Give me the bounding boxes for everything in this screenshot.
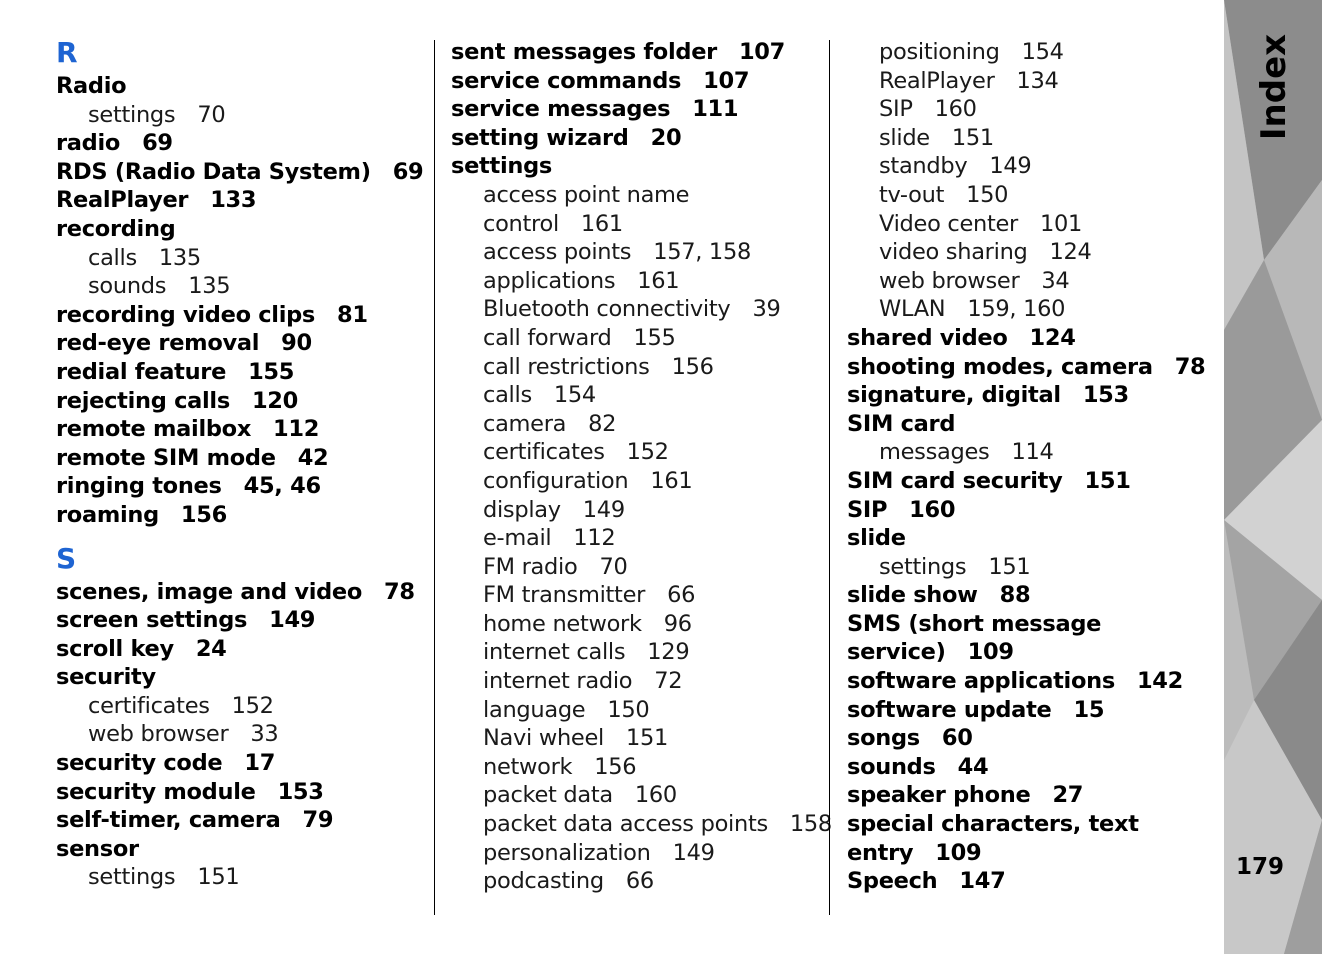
index-subentry bbox=[451, 524, 823, 553]
entry-page-ref: 160 bbox=[634, 782, 677, 809]
entry-page-ref: 42 bbox=[297, 444, 329, 471]
entry-page-ref: 159, 160 bbox=[967, 296, 1066, 323]
entry-term: SIP bbox=[879, 96, 913, 123]
entry-term: language bbox=[483, 696, 586, 723]
entry-term: RDS (Radio Data System) bbox=[56, 158, 371, 185]
index-subentry bbox=[451, 238, 823, 267]
index-subentry bbox=[847, 438, 1219, 467]
index-entry bbox=[847, 467, 1219, 496]
entry-term: SIP bbox=[847, 496, 888, 523]
index-entry bbox=[56, 663, 426, 692]
entry-term: entry bbox=[847, 839, 914, 866]
column-divider bbox=[434, 40, 435, 915]
entry-page-ref: 151 bbox=[951, 124, 994, 151]
entry-page-ref: 78 bbox=[1174, 353, 1206, 380]
index-entry bbox=[56, 215, 426, 244]
entry-term: settings bbox=[88, 864, 176, 891]
entry-term: ringing tones bbox=[56, 473, 222, 500]
entry-term: call restrictions bbox=[483, 353, 650, 380]
entry-term: FM transmitter bbox=[483, 582, 646, 609]
index-entry bbox=[451, 67, 823, 96]
entry-term: standby bbox=[879, 153, 968, 180]
entry-term: SIM card security bbox=[847, 467, 1063, 494]
index-entry bbox=[56, 806, 426, 835]
index-entry bbox=[847, 324, 1219, 353]
entry-term: display bbox=[483, 496, 561, 523]
entry-term: certificates bbox=[483, 439, 605, 466]
entry-term: sounds bbox=[88, 273, 167, 300]
index-entry bbox=[847, 724, 1219, 753]
entry-page-ref: 112 bbox=[273, 416, 320, 443]
entry-page-ref: 44 bbox=[957, 753, 989, 780]
entry-term: sounds bbox=[847, 753, 936, 780]
sidebar-decoration bbox=[1224, 0, 1322, 954]
entry-term: speaker phone bbox=[847, 782, 1031, 809]
entry-term: access points bbox=[483, 239, 632, 266]
index-subentry bbox=[56, 272, 426, 301]
entry-term: tv-out bbox=[879, 181, 945, 208]
entry-page-ref: 149 bbox=[269, 607, 316, 634]
entry-page-ref: 66 bbox=[667, 582, 696, 609]
index-subentry bbox=[451, 553, 823, 582]
entry-term: packet data bbox=[483, 782, 613, 809]
faceted-background bbox=[1224, 0, 1322, 954]
index-entry bbox=[56, 186, 426, 215]
entry-term: podcasting bbox=[483, 868, 604, 895]
index-subentry bbox=[451, 810, 832, 839]
index-subentry bbox=[847, 67, 1219, 96]
entry-term: remote mailbox bbox=[56, 416, 252, 443]
index-subentry bbox=[451, 667, 823, 696]
entry-page-ref: 154 bbox=[553, 382, 596, 409]
entry-page-ref: 82 bbox=[588, 410, 617, 437]
entry-term: Radio bbox=[56, 73, 127, 99]
entry-page-ref: 152 bbox=[231, 692, 274, 719]
entry-term: screen settings bbox=[56, 607, 248, 634]
index-entry bbox=[451, 95, 823, 124]
index-subentry bbox=[847, 95, 1219, 124]
entry-term: web browser bbox=[88, 721, 229, 748]
entry-page-ref: 150 bbox=[607, 696, 650, 723]
index-entry bbox=[56, 129, 426, 158]
entry-page-ref: 90 bbox=[281, 330, 312, 357]
index-subentry bbox=[451, 267, 823, 296]
index-entry bbox=[56, 635, 426, 664]
entry-term: sent messages folder bbox=[451, 39, 717, 65]
entry-term: applications bbox=[483, 267, 616, 294]
entry-page-ref: 151 bbox=[988, 553, 1031, 580]
entry-term: call forward bbox=[483, 324, 612, 351]
entry-page-ref: 81 bbox=[337, 301, 368, 328]
entry-term: control bbox=[483, 210, 559, 237]
entry-page-ref: 155 bbox=[248, 358, 295, 385]
entry-page-ref: 96 bbox=[663, 610, 692, 637]
entry-page-ref: 156 bbox=[180, 501, 227, 528]
entry-page-ref: 34 bbox=[1041, 267, 1070, 294]
index-subentry bbox=[451, 867, 823, 896]
entry-term: security code bbox=[56, 750, 223, 777]
entry-page-ref: 33 bbox=[250, 721, 279, 748]
index-entry bbox=[56, 778, 426, 807]
letter-heading: R bbox=[56, 36, 78, 69]
entry-page-ref: 142 bbox=[1136, 668, 1184, 695]
index-entry bbox=[847, 381, 1219, 410]
index-subentry bbox=[847, 553, 1219, 582]
entry-term: slide show bbox=[847, 582, 978, 609]
index-entry bbox=[451, 38, 823, 67]
entry-page-ref: 111 bbox=[692, 96, 739, 123]
index-entry bbox=[56, 329, 426, 358]
entry-page-ref: 150 bbox=[966, 181, 1009, 208]
entry-term: scroll key bbox=[56, 635, 174, 662]
index-entry bbox=[847, 667, 1219, 696]
entry-page-ref: 79 bbox=[302, 807, 334, 834]
index-entry bbox=[847, 638, 1219, 667]
entry-page-ref: 153 bbox=[1082, 382, 1129, 409]
entry-term: calls bbox=[88, 244, 137, 271]
entry-term: sensor bbox=[56, 835, 139, 862]
index-subentry bbox=[56, 692, 426, 721]
index-column-1 bbox=[56, 38, 426, 892]
index-entry bbox=[56, 501, 426, 530]
entry-page-ref: 158 bbox=[789, 811, 832, 838]
entry-page-ref: 161 bbox=[650, 467, 693, 494]
entry-term: special characters, text bbox=[847, 811, 1139, 838]
entry-page-ref: 135 bbox=[188, 273, 231, 300]
index-column-2 bbox=[451, 38, 832, 896]
entry-term: recording bbox=[56, 215, 176, 242]
index-entry bbox=[56, 415, 426, 444]
entry-page-ref: 112 bbox=[573, 525, 616, 552]
entry-page-ref: 147 bbox=[959, 868, 1006, 895]
index-subentry bbox=[451, 781, 823, 810]
entry-page-ref: 78 bbox=[384, 578, 415, 605]
entry-term: Speech bbox=[847, 868, 938, 895]
index-subentry bbox=[451, 839, 823, 868]
entry-term: network bbox=[483, 753, 573, 780]
entry-page-ref: 151 bbox=[197, 864, 240, 891]
entry-page-ref: 109 bbox=[935, 839, 982, 866]
entry-page-ref: 70 bbox=[599, 553, 628, 580]
index-subentry bbox=[451, 381, 823, 410]
entry-term: internet calls bbox=[483, 639, 626, 666]
entry-page-ref: 120 bbox=[251, 387, 299, 414]
entry-page-ref: 151 bbox=[1084, 467, 1131, 494]
entry-term: access point name bbox=[483, 181, 690, 208]
entry-page-ref: 20 bbox=[650, 124, 682, 151]
entry-term: songs bbox=[847, 725, 920, 752]
entry-page-ref: 69 bbox=[142, 130, 173, 157]
entry-page-ref: 161 bbox=[637, 267, 680, 294]
entry-page-ref: 155 bbox=[633, 324, 676, 351]
page-number: 179 bbox=[1236, 854, 1285, 880]
index-entry bbox=[56, 835, 426, 864]
index-subentry bbox=[56, 720, 426, 749]
entry-page-ref: 45, 46 bbox=[243, 473, 321, 500]
entry-term: internet radio bbox=[483, 668, 633, 695]
entry-term: RealPlayer bbox=[56, 187, 189, 214]
entry-page-ref: 161 bbox=[580, 210, 623, 237]
index-subentry bbox=[451, 496, 823, 525]
index-subentry bbox=[451, 610, 823, 639]
entry-term: red-eye removal bbox=[56, 330, 260, 357]
index-subentry bbox=[847, 238, 1219, 267]
entry-page-ref: 133 bbox=[210, 187, 257, 214]
index-subentry bbox=[847, 181, 1219, 210]
entry-page-ref: 153 bbox=[277, 778, 324, 805]
index-subentry bbox=[451, 753, 823, 782]
entry-term: security bbox=[56, 664, 156, 691]
entry-term: WLAN bbox=[879, 296, 946, 323]
entry-page-ref: 66 bbox=[625, 868, 654, 895]
index-subentry bbox=[451, 295, 823, 324]
index-entry bbox=[847, 353, 1219, 382]
entry-page-ref: 156 bbox=[671, 353, 714, 380]
entry-term: settings bbox=[879, 553, 967, 580]
index-subentry bbox=[847, 124, 1219, 153]
entry-term: recording video clips bbox=[56, 301, 316, 328]
index-entry bbox=[56, 72, 426, 101]
entry-page-ref: 149 bbox=[672, 839, 715, 866]
index-entry bbox=[451, 124, 823, 153]
entry-term: service) bbox=[847, 639, 946, 666]
entry-page-ref: 160 bbox=[909, 496, 956, 523]
index-subentry bbox=[451, 467, 823, 496]
entry-term: RealPlayer bbox=[879, 67, 995, 94]
entry-page-ref: 157, 158 bbox=[653, 239, 751, 266]
index-entry bbox=[847, 810, 1219, 839]
entry-term: Video center bbox=[879, 210, 1018, 237]
index-subentry bbox=[451, 581, 823, 610]
entry-page-ref: 149 bbox=[582, 496, 625, 523]
entry-page-ref: 135 bbox=[158, 244, 201, 271]
entry-page-ref: 72 bbox=[654, 668, 683, 695]
entry-page-ref: 107 bbox=[703, 67, 750, 94]
index-entry bbox=[847, 867, 1219, 896]
entry-term: slide bbox=[879, 124, 930, 151]
index-entry bbox=[847, 781, 1219, 810]
index-entry bbox=[56, 158, 426, 187]
index-entry bbox=[847, 524, 1219, 553]
entry-term: Bluetooth connectivity bbox=[483, 296, 731, 323]
index-entry bbox=[847, 581, 1219, 610]
index-subentry bbox=[451, 210, 823, 239]
entry-term: software applications bbox=[847, 668, 1115, 695]
entry-page-ref: 88 bbox=[999, 582, 1031, 609]
entry-term: settings bbox=[88, 101, 176, 128]
entry-term: remote SIM mode bbox=[56, 444, 276, 471]
entry-term: home network bbox=[483, 610, 642, 637]
entry-page-ref: 69 bbox=[392, 158, 424, 185]
index-entry bbox=[56, 444, 426, 473]
entry-page-ref: 129 bbox=[647, 639, 690, 666]
index-column-3 bbox=[847, 38, 1219, 896]
entry-page-ref: 107 bbox=[738, 39, 786, 65]
entry-term: radio bbox=[56, 130, 121, 157]
entry-term: packet data access points bbox=[483, 811, 768, 838]
entry-term: personalization bbox=[483, 839, 651, 866]
index-subentry bbox=[56, 863, 426, 892]
entry-term: shared video bbox=[847, 324, 1008, 351]
index-entry bbox=[847, 410, 1219, 439]
index-entry bbox=[451, 152, 823, 181]
index-entry bbox=[847, 696, 1219, 725]
entry-term: slide bbox=[847, 525, 906, 552]
entry-term: setting wizard bbox=[451, 124, 629, 151]
letter-heading: S bbox=[56, 541, 77, 575]
index-entry bbox=[56, 606, 426, 635]
entry-term: service commands bbox=[451, 67, 682, 94]
index-entry bbox=[56, 358, 426, 387]
entry-term: video sharing bbox=[879, 239, 1028, 266]
entry-page-ref: 134 bbox=[1016, 67, 1059, 94]
index-subentry bbox=[451, 696, 823, 725]
entry-term: web browser bbox=[879, 267, 1020, 294]
entry-term: SMS (short message bbox=[847, 610, 1102, 637]
entry-term: messages bbox=[879, 439, 990, 466]
entry-term: camera bbox=[483, 410, 567, 437]
index-subentry bbox=[451, 410, 823, 439]
entry-page-ref: 60 bbox=[941, 725, 973, 752]
index-subentry bbox=[56, 101, 426, 130]
entry-page-ref: 114 bbox=[1011, 439, 1054, 466]
index-entry bbox=[847, 839, 1219, 868]
entry-term: redial feature bbox=[56, 358, 227, 385]
entry-page-ref: 39 bbox=[752, 296, 781, 323]
index-subentry bbox=[451, 638, 823, 667]
entry-page-ref: 109 bbox=[967, 639, 1014, 666]
index-subentry bbox=[451, 724, 823, 753]
entry-term: SIM card bbox=[847, 410, 956, 437]
index-subentry bbox=[451, 181, 823, 210]
entry-term: shooting modes, camera bbox=[847, 353, 1153, 380]
entry-page-ref: 124 bbox=[1029, 324, 1076, 351]
entry-term: e-mail bbox=[483, 525, 552, 552]
entry-page-ref: 101 bbox=[1039, 210, 1083, 237]
column-divider bbox=[829, 40, 830, 915]
entry-page-ref: 27 bbox=[1052, 782, 1084, 809]
entry-term: security module bbox=[56, 778, 256, 805]
index-subentry bbox=[847, 295, 1219, 324]
entry-term: software update bbox=[847, 696, 1052, 723]
entry-page-ref: 24 bbox=[195, 635, 227, 662]
entry-term: Navi wheel bbox=[483, 725, 604, 752]
entry-page-ref: 160 bbox=[934, 96, 977, 123]
index-subentry bbox=[847, 152, 1219, 181]
entry-page-ref: 124 bbox=[1049, 239, 1092, 266]
index-subentry bbox=[847, 38, 1219, 67]
index-entry bbox=[56, 387, 426, 416]
index-subentry bbox=[56, 244, 426, 273]
index-subentry bbox=[847, 267, 1219, 296]
entry-page-ref: 17 bbox=[244, 750, 276, 777]
index-subentry bbox=[451, 353, 823, 382]
index-subentry bbox=[451, 438, 823, 467]
entry-term: self-timer, camera bbox=[56, 807, 281, 834]
index-entry bbox=[56, 301, 426, 330]
entry-term: positioning bbox=[879, 39, 1000, 65]
index-entry bbox=[56, 472, 426, 501]
index-entry bbox=[847, 753, 1219, 782]
index-entry bbox=[847, 610, 1219, 639]
entry-page-ref: 152 bbox=[626, 439, 669, 466]
entry-page-ref: 154 bbox=[1021, 39, 1064, 65]
entry-term: scenes, image and video bbox=[56, 578, 363, 605]
entry-page-ref: 149 bbox=[989, 153, 1032, 180]
entry-term: configuration bbox=[483, 467, 629, 494]
entry-term: service messages bbox=[451, 96, 671, 123]
entry-page-ref: 151 bbox=[625, 725, 668, 752]
index-entry bbox=[56, 578, 426, 607]
entry-term: calls bbox=[483, 382, 532, 409]
entry-page-ref: 15 bbox=[1073, 696, 1105, 723]
entry-term: signature, digital bbox=[847, 382, 1061, 409]
entry-term: FM radio bbox=[483, 553, 578, 580]
entry-term: rejecting calls bbox=[56, 387, 230, 414]
entry-page-ref: 156 bbox=[594, 753, 637, 780]
index-subentry bbox=[451, 324, 823, 353]
index-entry bbox=[56, 749, 426, 778]
index-subentry bbox=[847, 210, 1219, 239]
index-entry bbox=[847, 496, 1219, 525]
entry-page-ref: 70 bbox=[197, 101, 226, 128]
entry-term: certificates bbox=[88, 692, 210, 719]
section-title: Index bbox=[1254, 33, 1294, 141]
entry-term: roaming bbox=[56, 501, 159, 528]
entry-term: settings bbox=[451, 153, 552, 180]
